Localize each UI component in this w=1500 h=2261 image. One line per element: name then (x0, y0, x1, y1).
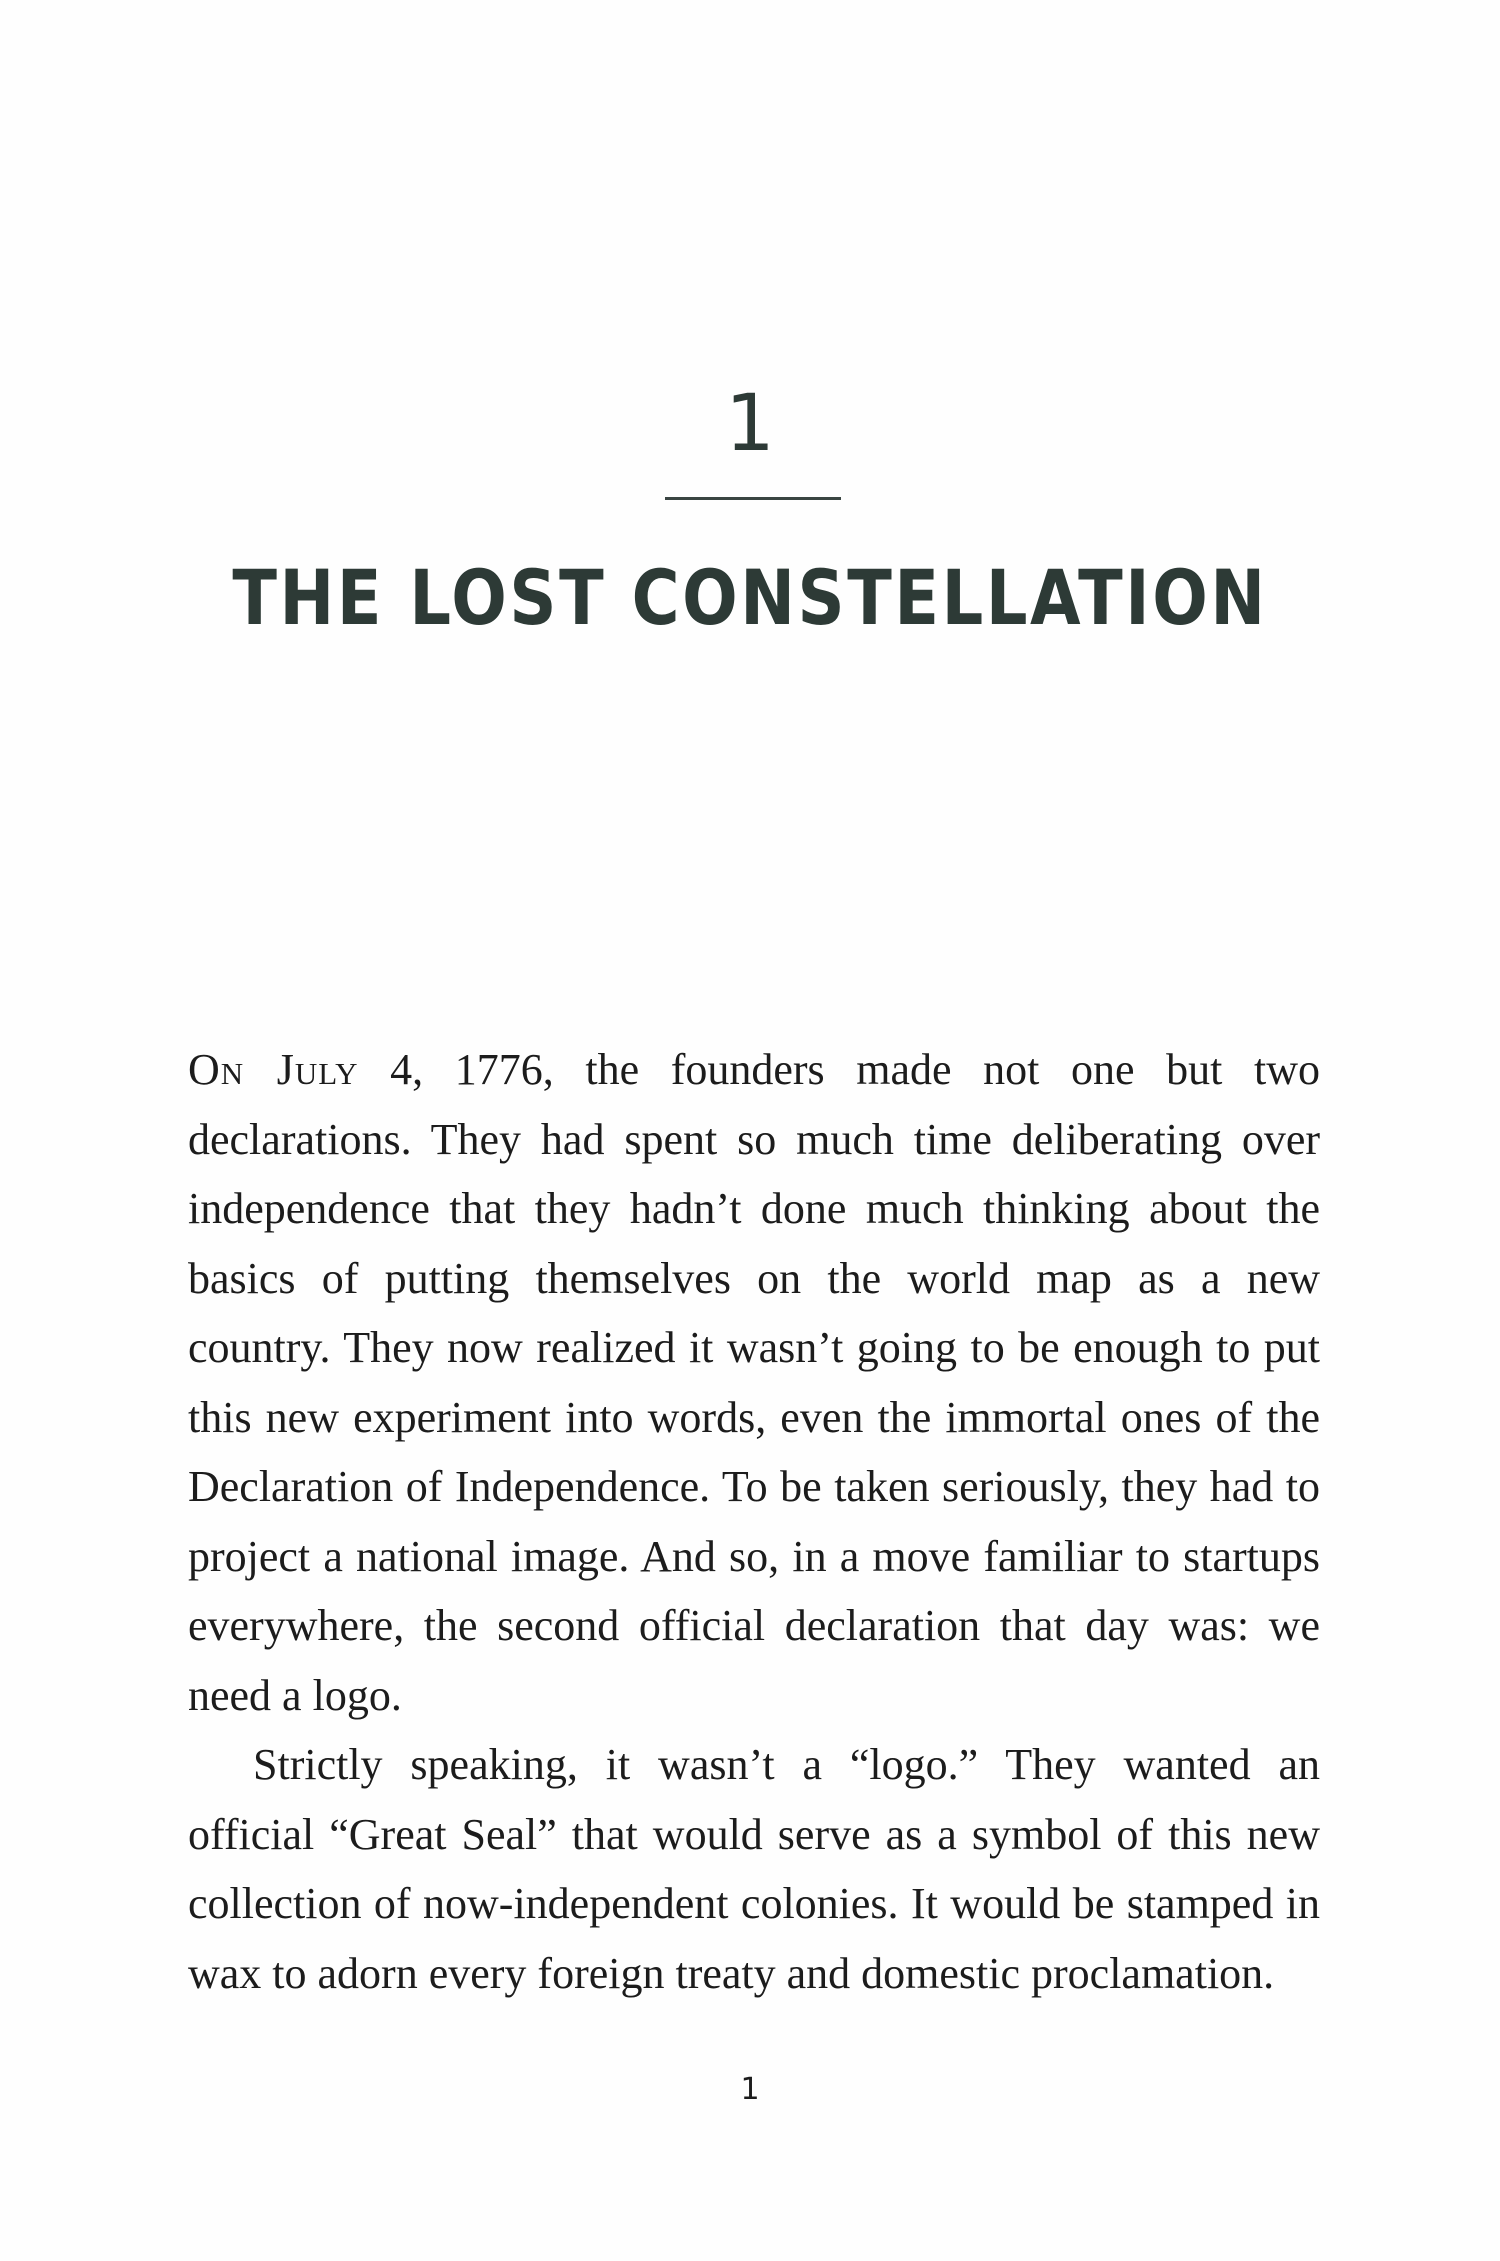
chapter-title: THE LOST CONSTELLATION (232, 553, 1268, 642)
paragraph-1 (188, 1035, 1320, 1730)
body-text (188, 1035, 1320, 2008)
paragraph-1-text: 4, 1776, the founders made not one but two declarations. They had spent so much time deliberating over independence that they hadn’t done much thinking about the basics of putting themselves on the world map as a new country. They now realized it wasn’t going to be enough to put this new experiment into words, even the immortal ones of the Declaration of Independence. To be taken seriously, they had to project a national image. And so, in a move familiar to startups everywhere, the second official declaration that day was: we need a logo. (188, 1045, 1320, 1720)
chapter-divider-rule (665, 497, 841, 500)
paragraph-1-lead-in: On July (188, 1045, 359, 1094)
page-number: 1 (740, 2072, 760, 2107)
chapter-number: 1 (725, 379, 775, 469)
paragraph-2: Strictly speaking, it wasn’t a “logo.” They wanted an official “Great Seal” that would serve as a symbol of this new collection of now-independent colonies. It would be stamped in wax to adorn every foreign treaty and domestic proclamation. (188, 1740, 1320, 1998)
